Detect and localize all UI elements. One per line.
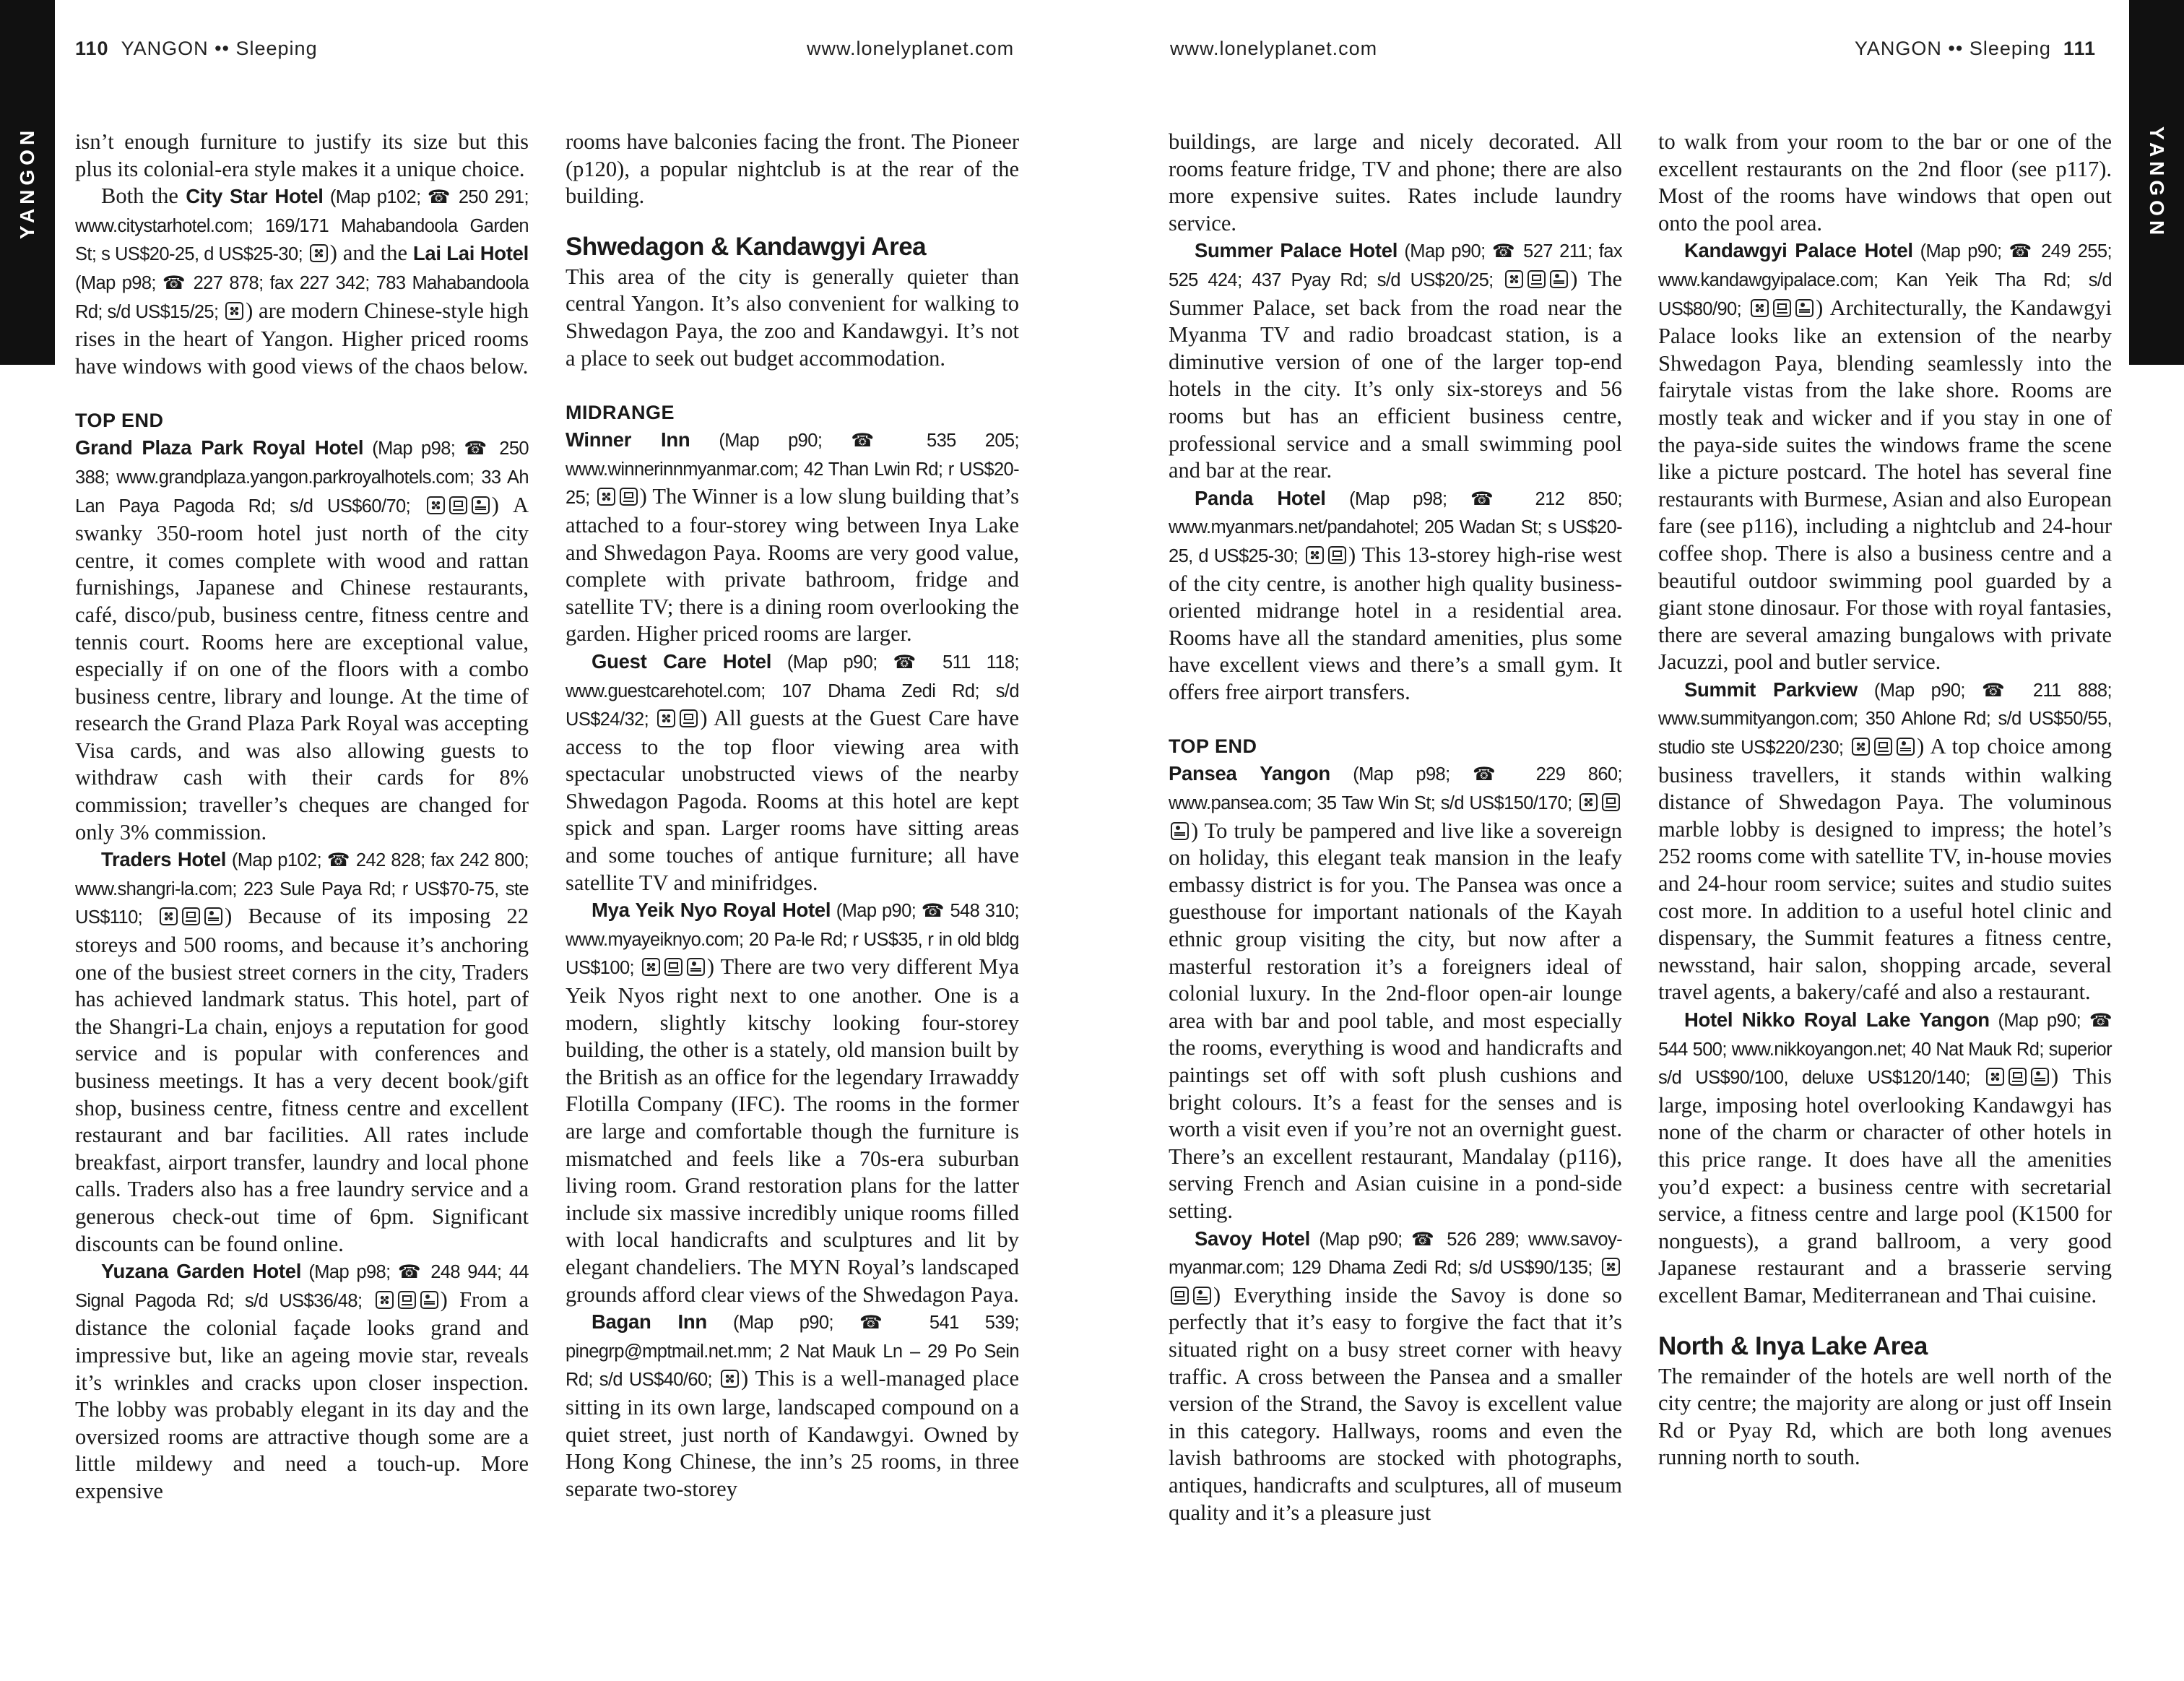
air-con-icon [225, 302, 243, 320]
hotel-entry-savoy: Savoy Hotel (Map p90; ☎ 526 289; www.savoy-myanmar.com; 129 Dhama Zedi Rd; s/d US$90/135; ) Everything inside the Savoy is done so perfectly that it’s easy to forgive the fact that it’s situated right on a busy street corner with heavy traffic. A cross between the Pansea and a smaller version of the Strand, the Savoy is excellent value in this category. Hallways, rooms and even the lavish bathrooms are stocked with photographs, antiques, handicrafts and sculptures, all of museum quality and it’s a pleasure just [1169, 1227, 1622, 1525]
hotel-info: (Map p90; ☎ 544 500; www.nikkoyangon.net; 40 Nat Mauk Rd; superior s/d US$90/100, deluxe US$120/140; [1658, 1011, 2112, 1089]
page-number: 111 [2063, 38, 2096, 59]
air-con-icon [1505, 270, 1523, 288]
hotel-info: (Map p90; ☎ 511 118; www.guestcarehotel.com; 107 Dhama Zedi Rd; s/d US$24/32; [566, 652, 1019, 730]
air-con-icon [597, 488, 615, 506]
header-url: www.lonelyplanet.com [1170, 38, 1378, 59]
internet-icon [1171, 1287, 1189, 1305]
swimming-pool-icon [2031, 1068, 2049, 1086]
hotel-entry-bagan-inn: Bagan Inn (Map p90; ☎ 541 539; pinegrp@mptmail.net.mm; 2 Nat Mauk Ln – 29 Po Sein Rd; s/d US$40/60; ) This is a well-managed place sitting in its own large, landscaped compound on a quiet street, just north of Kandawgyi. Owned by Hong Kong Chinese, the inn’s 25 rooms, in three separate two-storey [566, 1310, 1019, 1501]
page-number: 110 [75, 38, 109, 59]
hotel-info: (Map p102; ☎ 242 828; fax 242 800; www.shangri-la.com; 223 Sule Paya Rd; r US$70-75, ste US$110; [75, 850, 529, 928]
hotel-info: (Map p90; ☎ 526 289; www.savoy-myanmar.com; 129 Dhama Zedi Rd; s/d US$90/135; [1169, 1229, 1622, 1279]
chapter-thumb-tab [2129, 0, 2184, 365]
internet-icon [1602, 793, 1620, 811]
hotel-name: Bagan Inn [592, 1310, 707, 1334]
swimming-pool-icon [1795, 299, 1814, 317]
hotel-name: Kandawgyi Palace Hotel [1684, 239, 1913, 262]
hotel-name: Traders Hotel [101, 848, 227, 871]
hotel-name: Lai Lai Hotel [412, 242, 529, 265]
hotel-info: (Map p90; ☎ 527 211; fax 525 424; 437 Pyay Rd; s/d US$20/25; [1169, 241, 1622, 290]
hotel-info: (Map p98; ☎ 250 388; www.grandplaza.yangon.parkroyalhotels.com; 33 Ah Lan Paya Pagoda Rd; s/d US$60/70; [75, 438, 529, 517]
hotel-info: (Map p90; ☎ 541 539; pinegrp@mptmail.net.mm; 2 Nat Mauk Ln – 29 Po Sein Rd; s/d US$40/60; [566, 1313, 1019, 1391]
text-column [1169, 129, 1622, 1526]
hotel-entry-winner-inn: Winner Inn (Map p90; ☎ 535 205; www.winnerinnmyanmar.com; 42 Than Lwin Rd; r US$20-25; ) The Winner is a low slung building that’s attached to a four-storey wing between Inya Lake and Shwedagon Paya. Rooms are very good value, complete with private bathroom, fridge and satellite TV; there is a dining room overlooking the garden. Higher priced rooms are larger. [566, 428, 1019, 647]
hotel-info: (Map p98; ☎ 227 878; fax 227 342; 783 Mahabandoola Rd; s/d US$15/25; [75, 272, 529, 322]
air-con-icon [1306, 546, 1324, 564]
internet-icon [1874, 738, 1892, 756]
hotel-info: (Map p90; ☎ 249 255; www.kandawgyipalace.com; Kan Yeik Tha Rd; s/d US$80/90; [1658, 241, 2112, 319]
air-con-icon [376, 1291, 394, 1309]
hotel-entry-traders: Traders Hotel (Map p102; ☎ 242 828; fax 242 800; www.shangri-la.com; 223 Sule Paya Rd; r US$70-75, ste US$110; ) Because of its imposing 22 storeys and 500 rooms, and because it’s anchoring one of the busiest street corners in the city, Traders has achieved landmark status. This hotel, part of the Shangri-La chain, enjoys a reputation for good service and is popular with conferences and business meetings. It has a very decent book/gift shop, business centre, fitness centre and excellent restaurant and bar facilities. All rates include breakfast, airport transfer, laundry and local phone calls. Traders also has a free laundry service and a generous check-out time of 6pm. Significant discounts can be found online. [75, 848, 529, 1256]
subsection-heading: MIDRANGE [566, 402, 675, 424]
hotel-name: Guest Care Hotel [592, 649, 772, 673]
hotel-info: (Map p98; ☎ 248 944; 44 Signal Pagoda Rd; s/d US$36/48; [75, 1262, 529, 1311]
swimming-pool-icon [1171, 822, 1189, 840]
hotel-name: Summit Parkview [1684, 678, 1858, 701]
hotel-name: Panda Hotel [1195, 486, 1326, 509]
chapter-thumb-tab [0, 0, 55, 365]
air-con-icon [1852, 738, 1870, 756]
hotel-info: (Map p90; ☎ 211 888; www.summityangon.com; 350 Ahlone Rd; s/d US$50/55, studio ste US$220/230; [1658, 680, 2112, 759]
hotel-name: Winner Inn [566, 428, 690, 451]
internet-icon [1528, 270, 1546, 288]
hotel-entry-mya-yeik-nyo: Mya Yeik Nyo Royal Hotel (Map p90; ☎ 548 310; www.myayeiknyo.com; 20 Pa-le Rd; r US$35, r in old bldg US$100; ) There are two very different Mya Yeik Nyos right next to one another. One is a modern, slightly kitschy looking four-storey building, the other is a stately, old mansion built by the British as an office for the legendary Irrawaddy Flotilla Company (IFC). The rooms in the former are large and comfortable though the furniture is mismatched and feels like a 70s-era suburban living room. Grand restoration plans for the latter include six massive incredibly unique rooms filled with local handicrafts and sculptures and lit by elegant chandeliers. The MYN Royal’s landscaped grounds afford clear views of the Shwedagon Paya. [566, 899, 1019, 1307]
hotel-entry-summit-parkview: Summit Parkview (Map p90; ☎ 211 888; www.summityangon.com; 350 Ahlone Rd; s/d US$50/55, studio ste US$220/230; ) A top choice among business travellers, it stands within walking distance of Shwedagon Paya. The voluminous marble lobby is designed to impress; the hotel’s 252 rooms come with satellite TV, in-house movies and 24-hour room service; suites and studio suites cost more. In addition to a useful hotel clinic and dispensary, the Summit features a fitness centre, newsstand, hair salon, shopping arcade, several travel agents, a bakery/café and also a restaurant. [1658, 678, 2112, 1005]
swimming-pool-icon [472, 496, 490, 514]
hotel-entry-kandawgyi-palace: Kandawgyi Palace Hotel (Map p90; ☎ 249 255; www.kandawgyipalace.com; Kan Yeik Tha Rd; s/d US$80/90; ) Architecturally, the Kandawgyi Palace looks like an extension of the nearby Shwedagon Paya, blending seamlessly into the fairytale vistas from the lake shore. Rooms are mostly teak and wicker and if you stay in one of the paya-side suites the windows frame the scene like a picture postcard. The hotel has several fine restaurants with Burmese, Asian and also European fare (see p116), including a nightclub and 24-hour coffee shop. There is also a business centre and a beautiful outdoor swimming pool guarded by a giant stone dinosaur. For those with royal fantasies, there are several amazing bungalows with private Jacuzzi, pool and butler service. [1658, 239, 2112, 675]
hotel-info: (Map p102; ☎ 250 291; www.citystarhotel.com; 169/171 Mahabandoola Garden St; s US$20-25, d US$25-30; [75, 187, 529, 265]
swimming-pool-icon [1897, 738, 1915, 756]
hotel-info: (Map p90; ☎ 548 310; www.myayeiknyo.com; 20 Pa-le Rd; r US$35, r in old bldg US$100; [566, 901, 1019, 979]
subsection-heading: TOP END [75, 410, 164, 432]
hotel-name: City Star Hotel [186, 185, 324, 208]
subsection-heading: TOP END [1169, 735, 1257, 758]
section-title: YANGON •• Sleeping [121, 38, 318, 59]
right-page [1092, 0, 2184, 1681]
air-con-icon [1580, 793, 1598, 811]
internet-icon [449, 496, 467, 514]
hotel-entry-city-star: Both the City Star Hotel (Map p102; ☎ 250 291; www.citystarhotel.com; 169/171 Mahabandoola Garden St; s US$20-25, d US$25-30; ) and the Lai Lai Hotel (Map p98; ☎ 227 878; fax 227 342; 783 Mahabandoola Rd; s/d US$15/25; ) are modern Chinese-style high rises in the heart of Yangon. Higher priced rooms have windows with good views of the chaos below. [75, 183, 529, 379]
hotel-info: (Map p90; ☎ 535 205; www.winnerinnmyanmar.com; 42 Than Lwin Rd; r US$20-25; [566, 431, 1019, 509]
internet-icon [398, 1291, 416, 1309]
hotel-entry-summer-palace: Summer Palace Hotel (Map p90; ☎ 527 211; fax 525 424; 437 Pyay Rd; s/d US$20/25; ) The Summer Palace, set back from the road near the Myanma TV and radio broadcast station, is a diminutive version of one of the larger top-end hotels in the city. It’s only six-storeys and 56 rooms but has an efficient business centre, professional service and a small swimming pool and bar at the rear. [1169, 239, 1622, 483]
hotel-name: Savoy Hotel [1195, 1227, 1310, 1250]
section-intro: The remainder of the hotels are well north of the city centre; the majority are along or just off Insein Rd or Pyay Rd, which are both long avenues running north to south. [1658, 1363, 2112, 1470]
thumb-tab-label: YANGON [2146, 126, 2168, 239]
swimming-pool-icon [687, 958, 705, 976]
air-con-icon [310, 244, 328, 262]
hotel-info: (Map p98; ☎ 229 860; www.pansea.com; 35 Taw Win St; s/d US$150/170; [1169, 764, 1622, 814]
internet-icon [2008, 1068, 2027, 1086]
running-header [75, 38, 318, 66]
section-heading: North & Inya Lake Area [1658, 1331, 1928, 1360]
air-con-icon [1751, 299, 1769, 317]
text-column [1658, 129, 2112, 1472]
internet-icon [1328, 546, 1346, 564]
hotel-entry-yuzana: Yuzana Garden Hotel (Map p98; ☎ 248 944; 44 Signal Pagoda Rd; s/d US$36/48; ) From a distance the colonial façade looks grand and impressive but, like an ageing movie star, reveals it’s wrinkles and cracks upon closer inspection. The lobby was probably elegant in its day and the oversized rooms are attractive though some are a little mildewy and need a touch-up. More expensive [75, 1260, 529, 1503]
section-heading: Shwedagon & Kandawgyi Area [566, 232, 927, 261]
text-column [75, 129, 529, 1505]
internet-icon [620, 488, 638, 506]
hotel-name: Hotel Nikko Royal Lake Yangon [1684, 1008, 1990, 1031]
paragraph: buildings, are large and nicely decorated. All rooms feature fridge, TV and phone; there are also more expensive suites. Rates include laundry service. [1169, 129, 1622, 235]
air-con-icon [160, 907, 178, 925]
paragraph: rooms have balconies facing the front. The Pioneer (p120), a popular nightclub is at the rear of the building. [566, 129, 1019, 209]
swimming-pool-icon [204, 907, 222, 925]
swimming-pool-icon [420, 1291, 438, 1309]
hotel-name: Pansea Yangon [1169, 762, 1330, 785]
header-url: www.lonelyplanet.com [807, 38, 1015, 59]
swimming-pool-icon [1193, 1287, 1211, 1305]
air-con-icon [642, 958, 660, 976]
internet-icon [182, 907, 200, 925]
hotel-entry-panda: Panda Hotel (Map p98; ☎ 212 850; www.myanmars.net/pandahotel; 205 Wadan St; s US$20-25, d US$25-30; ) This 13-storey high-rise west of the city centre, is another high quality business-oriented midrange hotel in a residential area. Rooms have all the standard amenities, plus some have excellent views and there’s a small gym. It offers free airport transfers. [1169, 486, 1622, 704]
air-con-icon [427, 496, 445, 514]
air-con-icon [657, 709, 675, 727]
thumb-tab-label: YANGON [16, 126, 38, 239]
hotel-name: Mya Yeik Nyo Royal Hotel [592, 899, 831, 922]
internet-icon [1773, 299, 1791, 317]
paragraph: to walk from your room to the bar or one of the excellent restaurants on the 2nd floor (see p117). Most of the rooms have windows that open out onto the pool area. [1658, 129, 2112, 235]
paragraph: isn’t enough furniture to justify its size but this plus its colonial-era style makes it a unique choice. [75, 129, 529, 181]
hotel-entry-guest-care: Guest Care Hotel (Map p90; ☎ 511 118; www.guestcarehotel.com; 107 Dhama Zedi Rd; s/d US$24/32; ) All guests at the Guest Care have access to the top floor viewing area with spectacular unobstructed views of the nearby Shwedagon Pagoda. Rooms at this hotel are kept spick and span. Larger rooms have sitting areas and some touches of antique furniture; all have satellite TV and minifridges. [566, 649, 1019, 895]
hotel-name: Yuzana Garden Hotel [101, 1260, 302, 1283]
internet-icon [680, 709, 698, 727]
air-con-icon [1986, 1068, 2004, 1086]
internet-icon [664, 958, 682, 976]
hotel-name: Grand Plaza Park Royal Hotel [75, 436, 364, 459]
text-column [566, 129, 1019, 1503]
hotel-info: (Map p98; ☎ 212 850; www.myanmars.net/pandahotel; 205 Wadan St; s US$20-25, d US$25-30; [1169, 488, 1622, 566]
hotel-entry-grand-plaza: Grand Plaza Park Royal Hotel (Map p98; ☎ 250 388; www.grandplaza.yangon.parkroyalhotels.com; 33 Ah Lan Paya Pagoda Rd; s/d US$60/70; ) A swanky 350-room hotel just north of the city centre, it comes complete with wood and rattan furnishings, Japanese and Chinese restaurants, café, disco/pub, business centre, fitness centre and tennis court. Rooms here are exceptional value, especially if on one of the floors with a combo business centre, library and lounge. At the time of research the Grand Plaza Park Royal was accepting Visa cards, and was also allowing guests to withdraw cash with their cards for 8% commission; traveller’s cheques are changed for only 3% commission. [75, 436, 529, 844]
section-title: YANGON •• Sleeping [1854, 38, 2051, 59]
section-intro: This area of the city is generally quieter than central Yangon. It’s also convenient for walking to Shwedagon Paya, the zoo and Kandawgyi. It’s not a place to seek out budget accommodation. [566, 264, 1019, 371]
hotel-entry-pansea: Pansea Yangon (Map p98; ☎ 229 860; www.pansea.com; 35 Taw Win St; s/d US$150/170; ) To truly be pampered and live like a sovereign on holiday, this elegant teak mansion in the leafy embassy district is for you. The Pansea was once a guesthouse for important nationals of the Kayah ethnic group visiting the city, but now after a masterful restoration it’s a foreigners ideal of colonial luxury. In the 2nd-floor open-air lounge area with bar and pool table, and most especially the rooms, everything is wood and handicrafts and paintings set off with soft plush cushions and bright colours. It’s a feast for the senses and is worth a visit even if you’re not an overnight guest. There’s an excellent restaurant, Mandalay (p116), serving French and Asian cuisine in a pond-side setting. [1169, 762, 1622, 1223]
hotel-entry-nikko: Hotel Nikko Royal Lake Yangon (Map p90; ☎ 544 500; www.nikkoyangon.net; 40 Nat Mauk Rd; superior s/d US$90/100, deluxe US$120/140; ) This large, imposing hotel overlooking Kandawgyi has none of the charm or character of other hotels in this price range. It does have all the amenities you’d expect: a business centre with secretarial service, a fitness centre and large pool (K1500 for nonguests), a grand ballroom, a very good Japanese restaurant and a brasserie serving excellent Bamar, Mediterranean and Thai cuisine. [1658, 1008, 2112, 1308]
air-con-icon [1602, 1258, 1620, 1276]
hotel-name: Summer Palace Hotel [1195, 239, 1398, 262]
running-header [1855, 38, 2096, 66]
swimming-pool-icon [1550, 270, 1568, 288]
air-con-icon [721, 1370, 739, 1388]
